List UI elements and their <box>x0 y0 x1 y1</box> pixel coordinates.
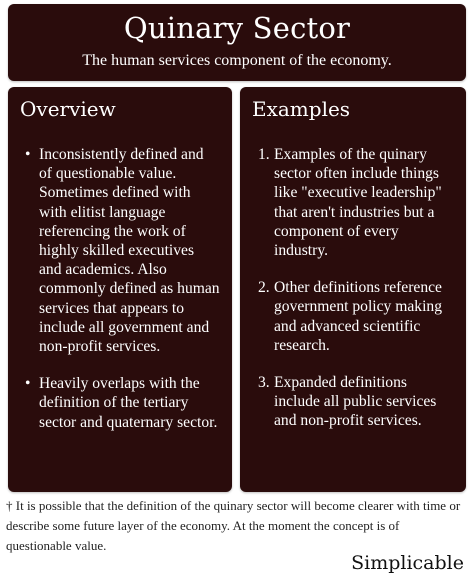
example-number: 1. <box>258 146 270 163</box>
examples-panel <box>240 87 466 492</box>
overview-item-text: Heavily overlaps with the definition of the tertiary sector and quaternary sector. <box>39 375 218 431</box>
example-number: 2. <box>258 279 270 297</box>
examples-list <box>252 145 454 431</box>
example-item-text: Expanded definitions include all public services and non-profit services. <box>274 374 437 430</box>
overview-item <box>20 145 220 356</box>
examples-heading: Examples <box>252 97 351 121</box>
overview-list <box>20 145 220 432</box>
example-item <box>252 145 454 260</box>
brand-logo[interactable]: Simplicable <box>351 552 464 574</box>
header-panel <box>8 4 466 81</box>
example-item <box>252 373 454 431</box>
bullet-icon: • <box>25 146 31 163</box>
example-item <box>252 278 454 355</box>
page-title: Quinary Sector <box>123 11 351 45</box>
overview-item-text: Inconsistently defined and of questionable value. Sometimes defined with with elitist language referencing the work of highly skilled executives and academics. Also commonly defined as human services that appears to include all government and non-profit services. <box>39 146 220 356</box>
example-item-text: Examples of the quinary sector often include things like "executive leadership" that aren't industries but a component of every industry. <box>274 146 442 260</box>
bullet-icon: • <box>25 375 31 393</box>
overview-item <box>20 374 220 432</box>
footnote: † It is possible that the definition of the quinary sector will become clearer with time or describe some future layer of the economy. At the moment the concept is of questionable value. <box>6 498 461 553</box>
example-item-text: Other definitions reference government policy making and advanced scientific research. <box>274 279 443 354</box>
overview-panel <box>8 87 232 492</box>
example-number: 3. <box>258 374 270 392</box>
page-subtitle: The human services component of the economy. <box>82 52 392 69</box>
overview-heading: Overview <box>20 97 116 121</box>
